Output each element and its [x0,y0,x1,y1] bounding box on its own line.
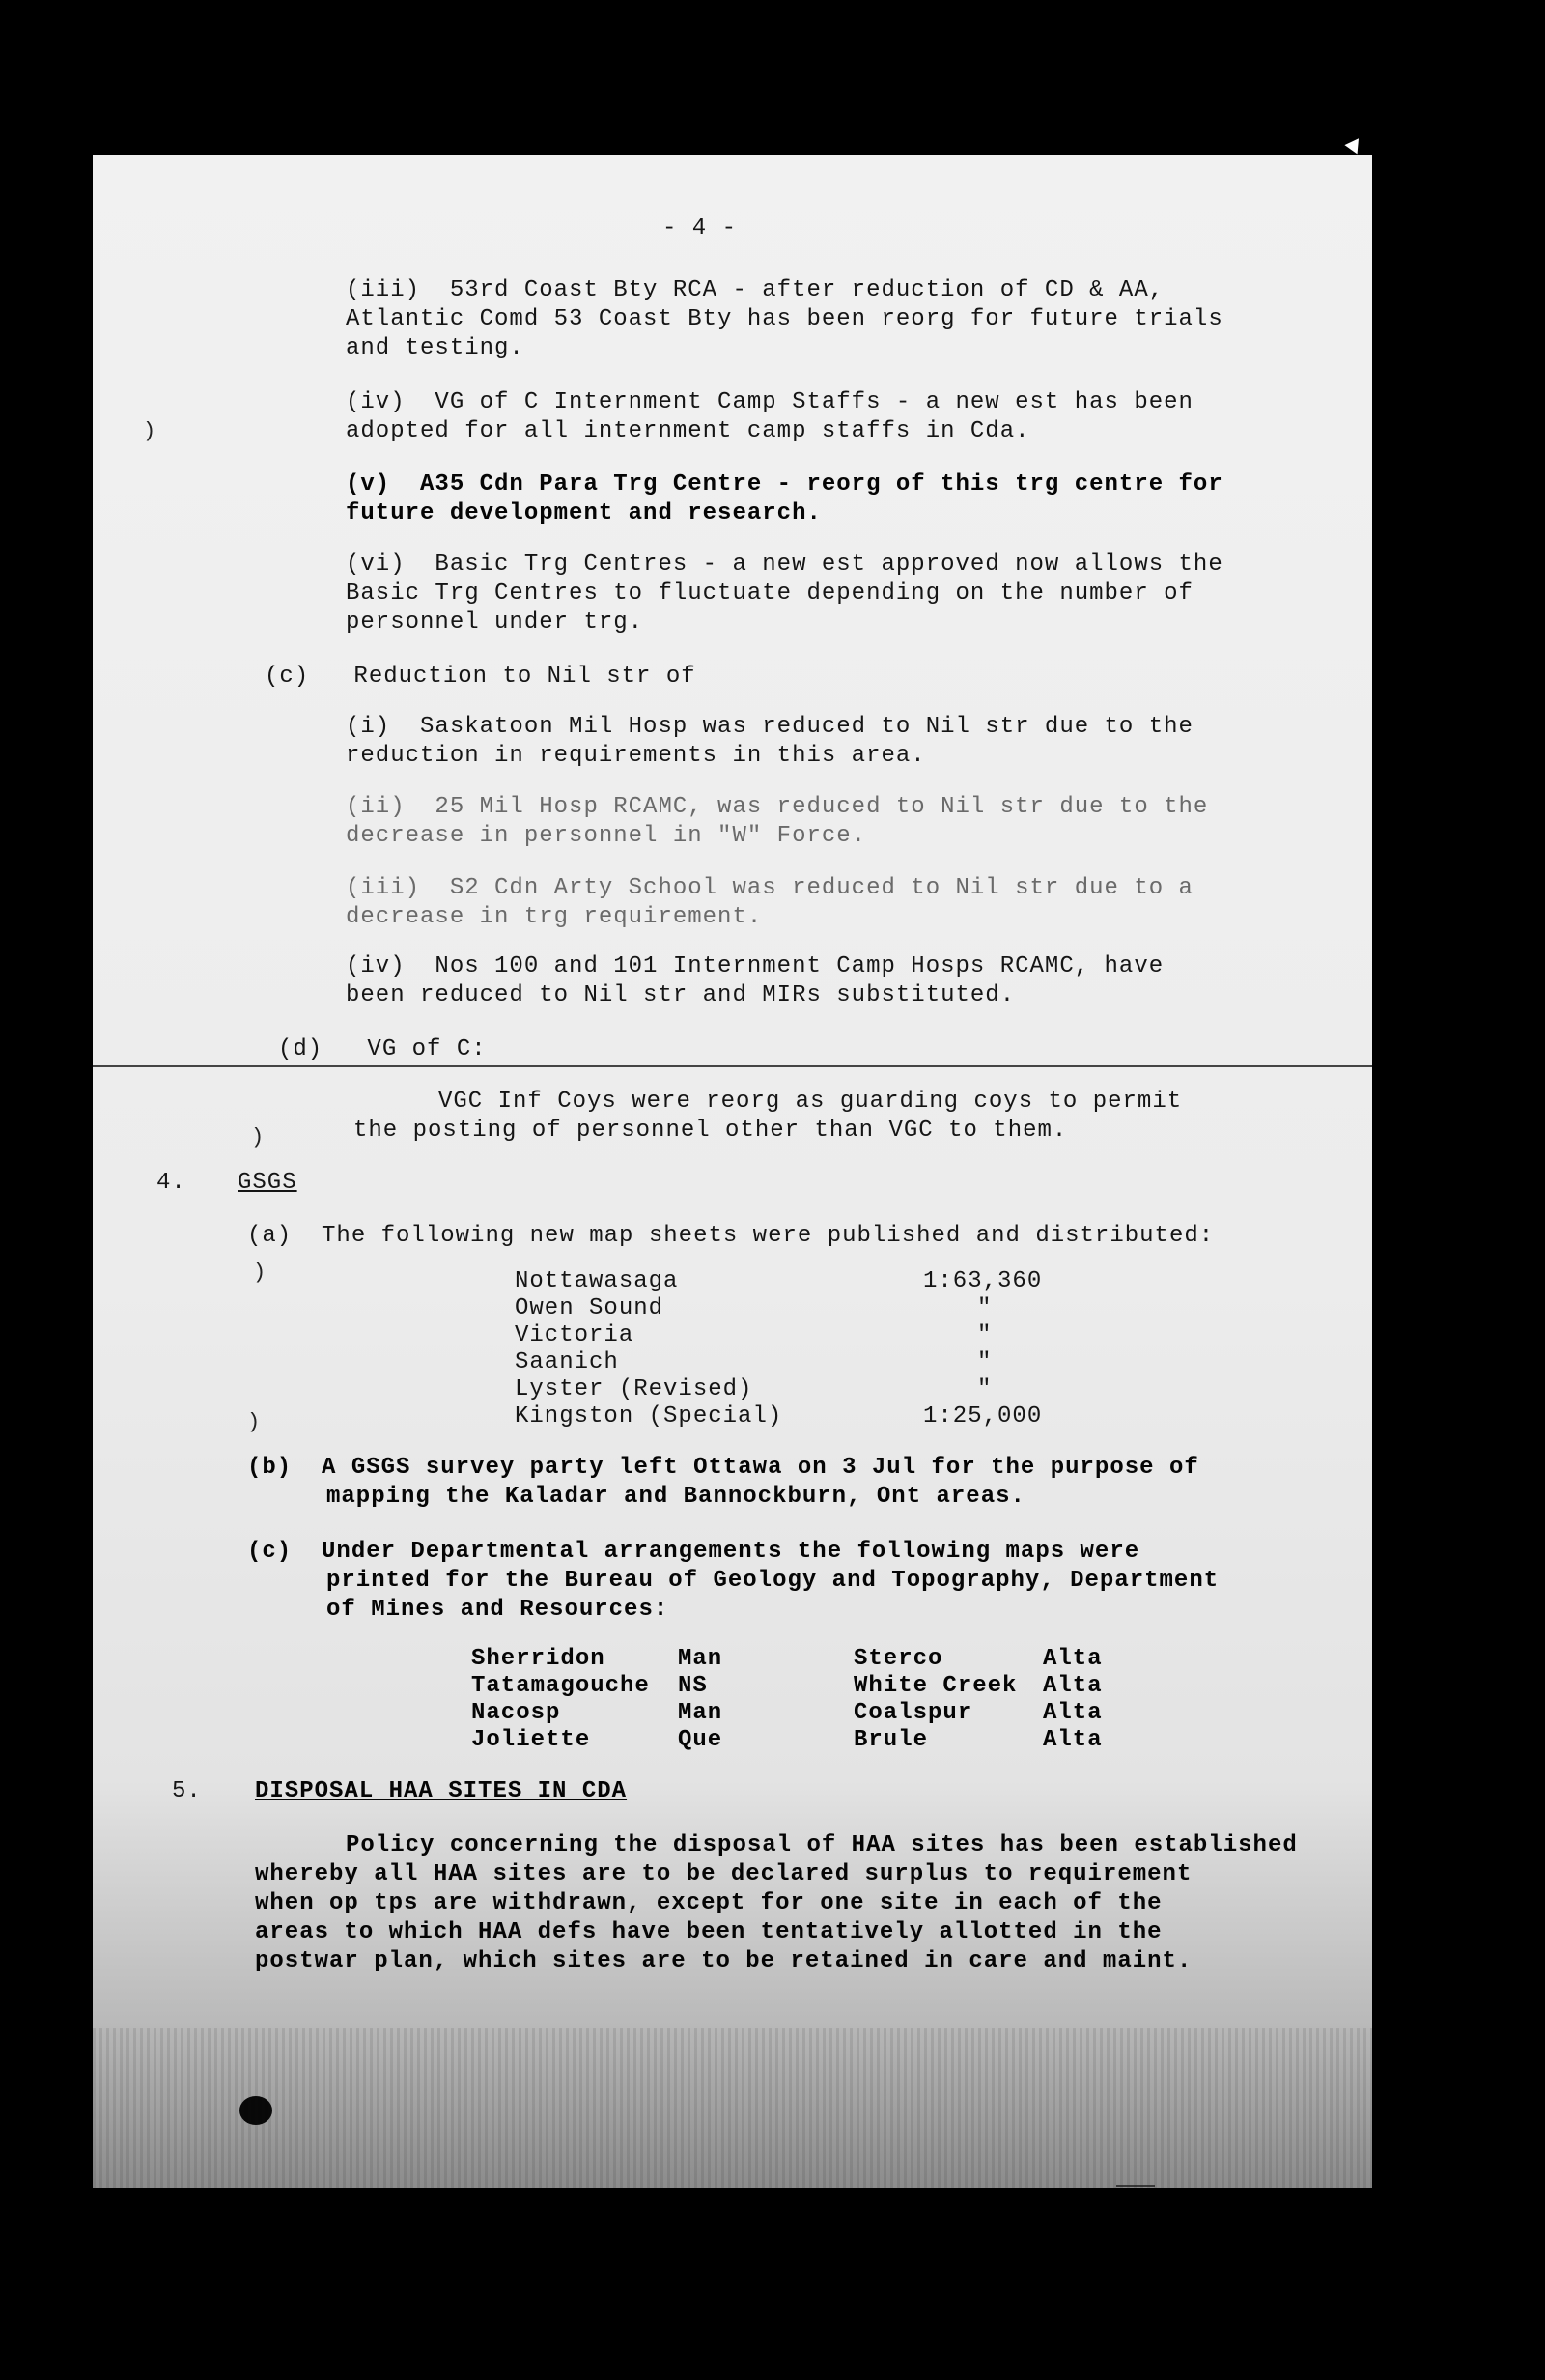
map-sheet-scale: " [977,1349,993,1375]
margin-mark: ) [251,1125,265,1149]
section-number: 4. [156,1170,186,1196]
text-line: future development and research. [346,500,822,526]
text-line: been reduced to Nil str and MIRs substituted. [346,982,1016,1008]
text-line: whereby all HAA sites are to be declared surplus to requirement [255,1861,1193,1887]
map-sheet-name: Lyster (Revised) [515,1376,753,1402]
text-line: the posting of personnel other than VGC to them. [353,1118,1068,1144]
map-sheet-name: Saanich [515,1349,619,1375]
map-province: Que [678,1727,723,1753]
map-sheet-scale: 1:25,000 [923,1403,1043,1430]
text-line: decrease in personnel in "W" Force. [346,823,867,849]
margin-mark: ) [143,419,156,443]
page-number: - 4 - [662,215,738,241]
text-line: areas to which HAA defs have been tentatively allotted in the [255,1919,1163,1945]
margin-mark: ) [247,1410,261,1434]
text-line: Policy concerning the disposal of HAA sites has been established [346,1832,1298,1858]
map-sheet-name: Kingston (Special) [515,1403,783,1430]
text-line: mapping the Kaladar and Bannockburn, Ont areas. [326,1484,1025,1510]
text-line: Basic Trg Centres to fluctuate depending on the number of [346,581,1194,607]
margin-mark: ) [253,1261,267,1285]
map-province: Alta [1043,1727,1103,1753]
text-line: (a) The following new map sheets were published and distributed: [247,1223,1215,1249]
text-line: Atlantic Comd 53 Coast Bty has been reorg for future trials [346,306,1223,332]
text-line: (iv) Nos 100 and 101 Internment Camp Hosps RCAMC, have [346,953,1165,979]
map-name: Nacosp [471,1700,561,1726]
text-line: decrease in trg requirement. [346,904,763,930]
text-line: (i) Saskatoon Mil Hosp was reduced to Nil str due to the [346,714,1194,740]
map-sheet-scale: " [977,1322,993,1348]
text-line: and testing. [346,335,524,361]
map-sheet-name: Owen Sound [515,1295,664,1321]
map-province: Alta [1043,1673,1103,1699]
text-line: (vi) Basic Trg Centres - a new est approved now allows the [346,552,1223,578]
map-name: Brule [854,1727,929,1753]
text-line: of Mines and Resources: [326,1597,669,1623]
text-line: (iv) VG of C Internment Camp Staffs - a new est has been [346,389,1194,415]
text-line: (c) Under Departmental arrangements the following maps were [247,1539,1140,1565]
text-line: personnel under trg. [346,609,644,636]
text-line: (iii) 53rd Coast Bty RCA - after reduction of CD & AA, [346,277,1165,303]
map-sheet-name: Victoria [515,1322,634,1348]
corner-mark [1344,134,1364,155]
map-sheet-scale: " [977,1295,993,1321]
text-line: (v) A35 Cdn Para Trg Centre - reorg of this trg centre for [346,471,1223,497]
scratch-mark [1116,2185,1155,2187]
map-province: NS [678,1673,708,1699]
map-province: Man [678,1646,723,1672]
text-line: postwar plan, which sites are to be retained in care and maint. [255,1948,1193,1974]
subsection-heading: (c) Reduction to Nil str of [265,664,696,690]
text-line: VGC Inf Coys were reorg as guarding coys to permit [438,1089,1183,1115]
text-line: adopted for all internment camp staffs in Cda. [346,418,1030,444]
punch-hole [239,2096,272,2125]
map-name: Sherridon [471,1646,605,1672]
text-line: printed for the Bureau of Geology and Topography, Department [326,1568,1220,1594]
text-line: reduction in requirements in this area. [346,743,926,769]
text-line: (b) A GSGS survey party left Ottawa on 3 Jul for the purpose of [247,1455,1199,1481]
document-page [93,155,1372,2188]
map-name: Coalspur [854,1700,973,1726]
map-province: Man [678,1700,723,1726]
section-number: 5. [172,1778,202,1804]
subsection-heading: (d) VG of C: [278,1036,487,1062]
map-name: Sterco [854,1646,943,1672]
map-name: Joliette [471,1727,591,1753]
section-title: DISPOSAL HAA SITES IN CDA [255,1778,628,1804]
map-province: Alta [1043,1700,1103,1726]
map-name: Tatamagouche [471,1673,650,1699]
text-line: when op tps are withdrawn, except for one site in each of the [255,1890,1163,1916]
map-province: Alta [1043,1646,1103,1672]
text-line: (ii) 25 Mil Hosp RCAMC, was reduced to Nil str due to the [346,794,1209,820]
map-sheet-scale: 1:63,360 [923,1268,1043,1294]
map-name: White Creek [854,1673,1018,1699]
page-fold-line [93,1065,1372,1067]
map-sheet-scale: " [977,1376,993,1402]
section-title: GSGS [238,1170,297,1196]
map-sheet-name: Nottawasaga [515,1268,679,1294]
text-line: (iii) S2 Cdn Arty School was reduced to Nil str due to a [346,875,1194,901]
